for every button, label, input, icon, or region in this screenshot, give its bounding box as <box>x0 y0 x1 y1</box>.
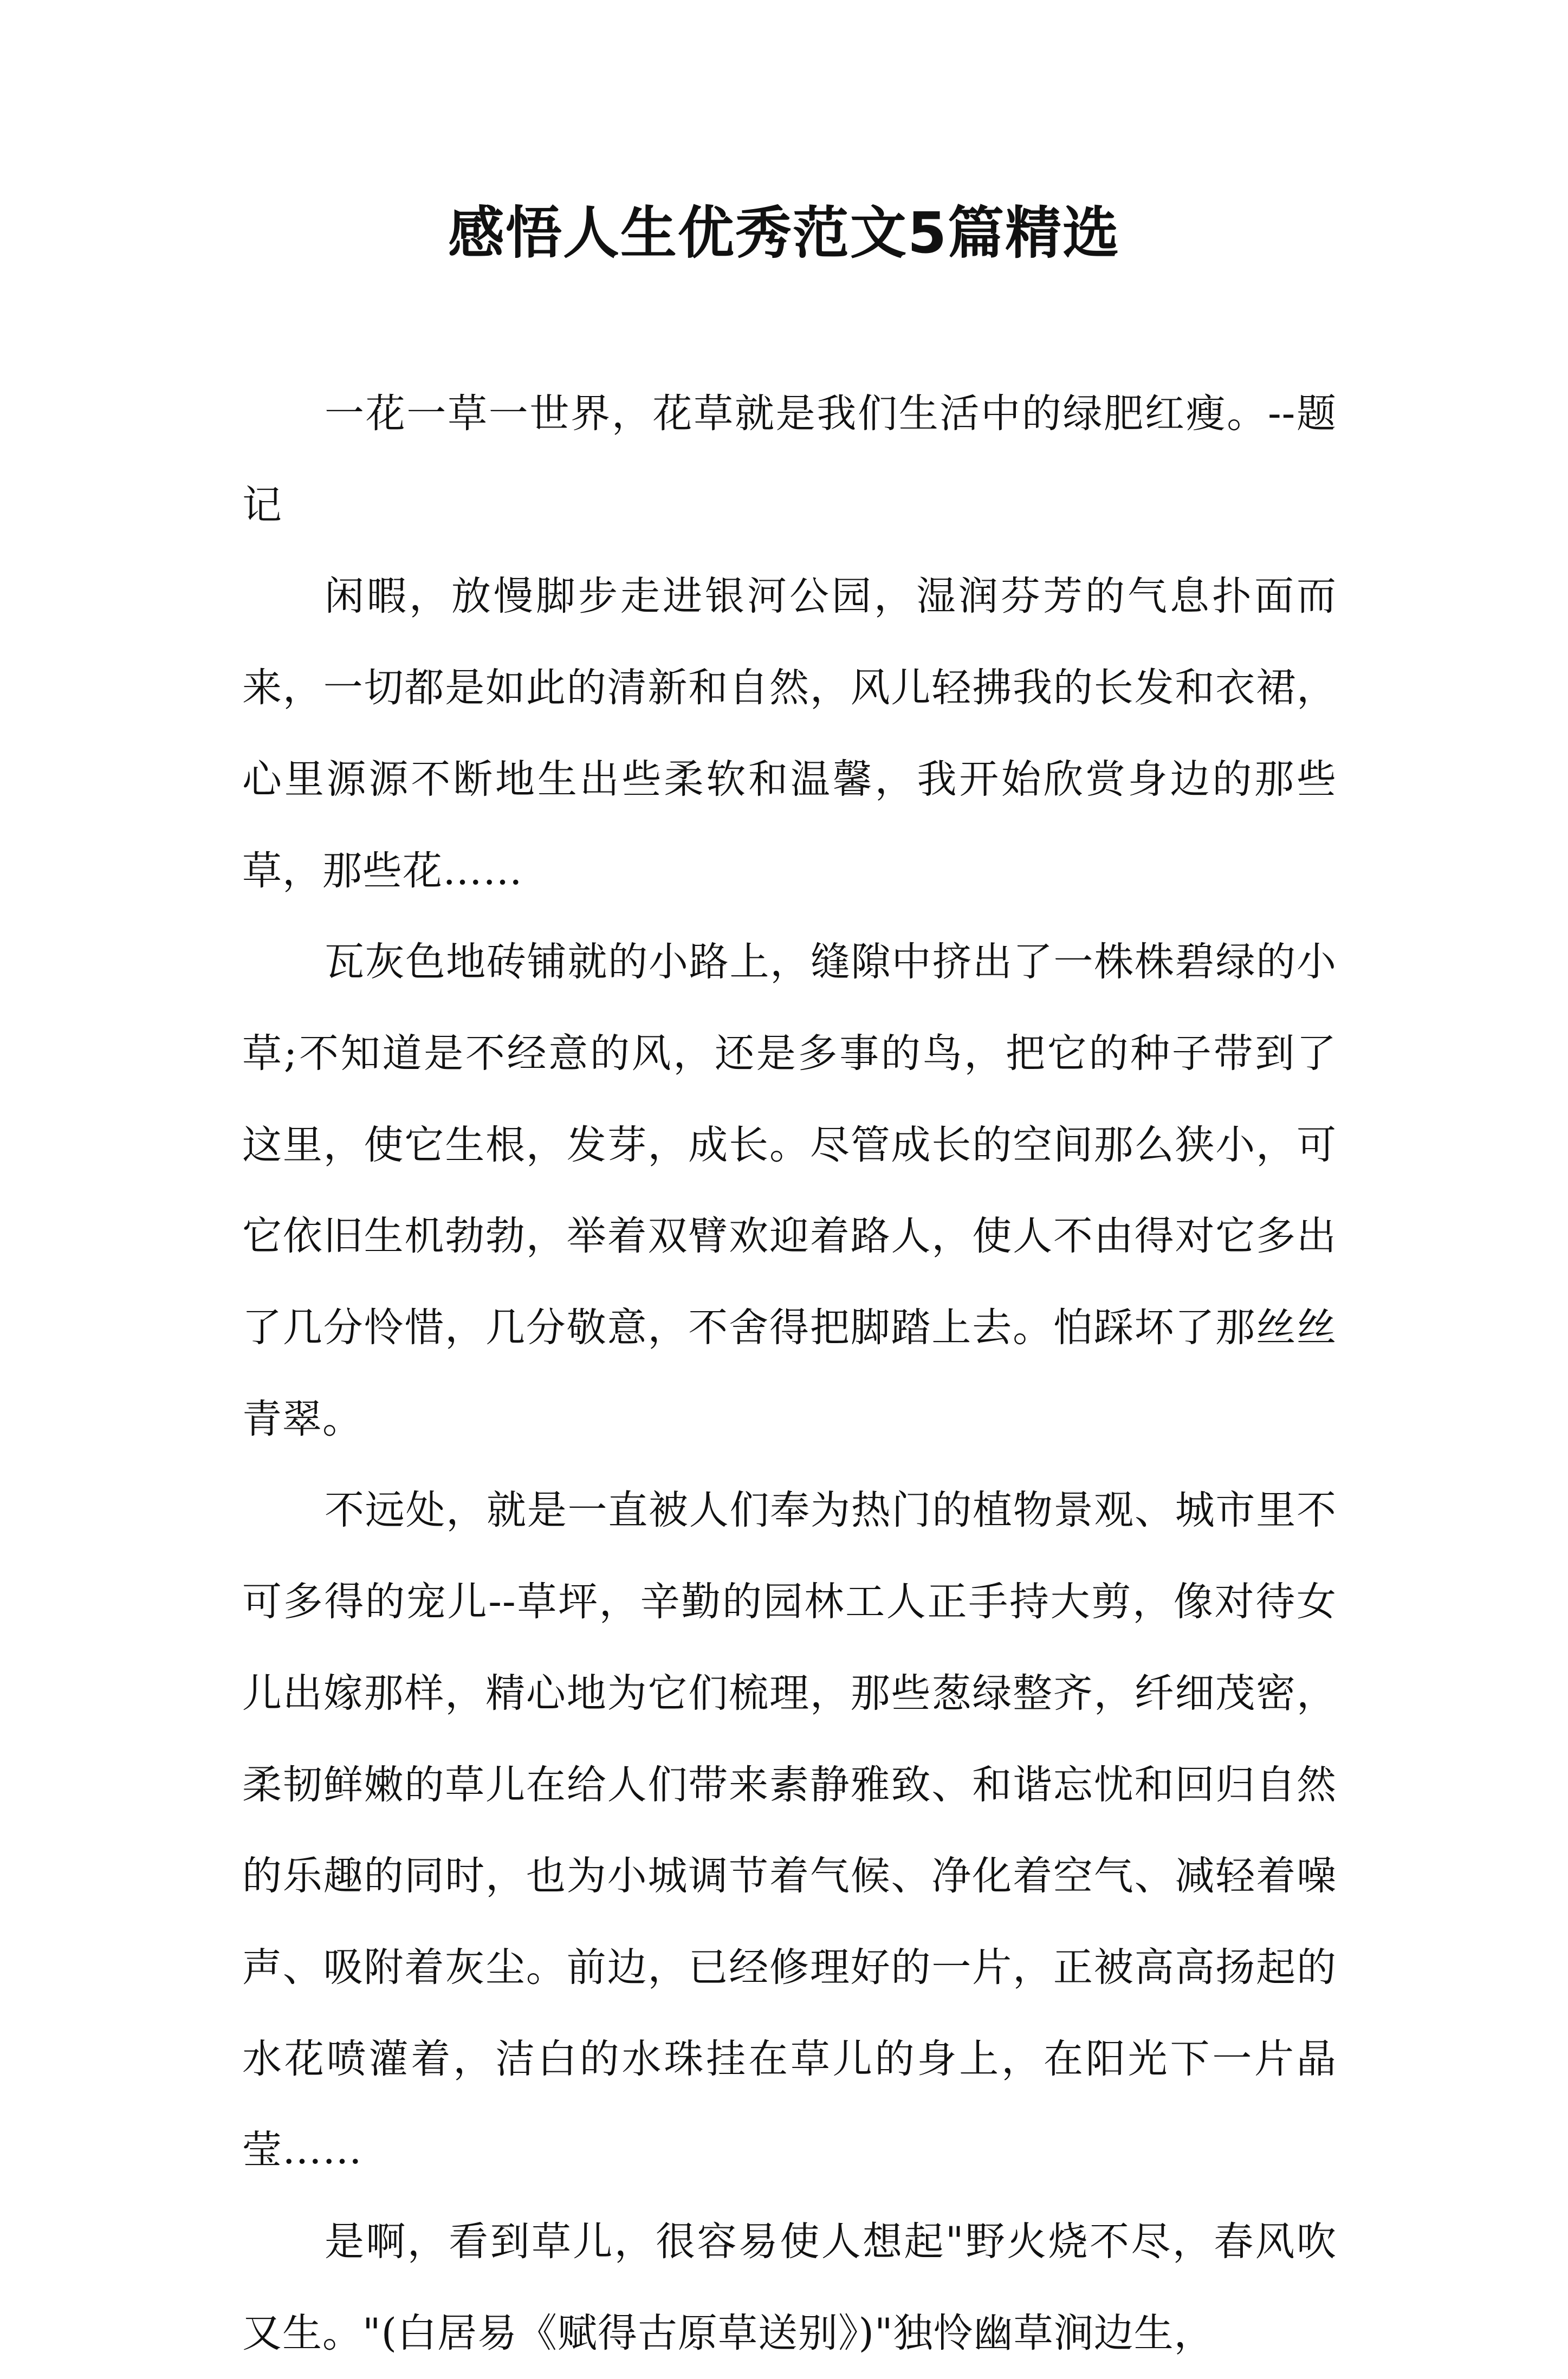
paragraph-poem: 是啊，看到草儿，很容易使人想起"野火烧不尽，春风吹又生。"(白居易《赋得古原草送别》)"独怜幽草涧边生， <box>242 2219 1337 2356</box>
paragraph-epigraph: 一花一草一世界，花草就是我们生活中的绿肥红瘦。--题记 <box>242 391 1337 528</box>
paragraph-path-grass: 瓦灰色地砖铺就的小路上，缝隙中挤出了一株株碧绿的小草;不知道是不经意的风，还是多事的鸟，把它的种子带到了这里，使它生根，发芽，成长。尽管成长的空间那么狭小，可它依旧生机勃勃，举着双臂欢迎着路人，使人不由得对它多出了几分怜惜，几分敬意，不舍得把脚踏上去。怕踩坏了那丝丝青翠。 <box>242 939 1337 1442</box>
document-body <box>242 368 1337 2379</box>
paragraph-lawn: 不远处，就是一直被人们奉为热门的植物景观、城市里不可多得的宠儿--草坪，辛勤的园林工人正手持大剪，像对待女儿出嫁那样，精心地为它们梳理，那些葱绿整齐，纤细茂密，柔韧鲜嫩的草儿在给人们带来素静雅致、和谐忘忧和回归自然的乐趣的同时，也为小城调节着气候、净化着空气、减轻着噪声、吸附着灰尘。前边，已经修理好的一片，正被高高扬起的水花喷灌着，洁白的水珠挂在草儿的身上，在阳光下一片晶莹…… <box>242 1487 1337 2174</box>
document-title: 感悟人生优秀范文5篇精选 <box>448 200 1120 266</box>
paragraph-park-walk: 闲暇，放慢脚步走进银河公园，湿润芬芳的气息扑面而来，一切都是如此的清新和自然，风儿轻拂我的长发和衣裙，心里源源不断地生出些柔软和温馨，我开始欣赏身边的那些草，那些花…… <box>242 573 1337 894</box>
